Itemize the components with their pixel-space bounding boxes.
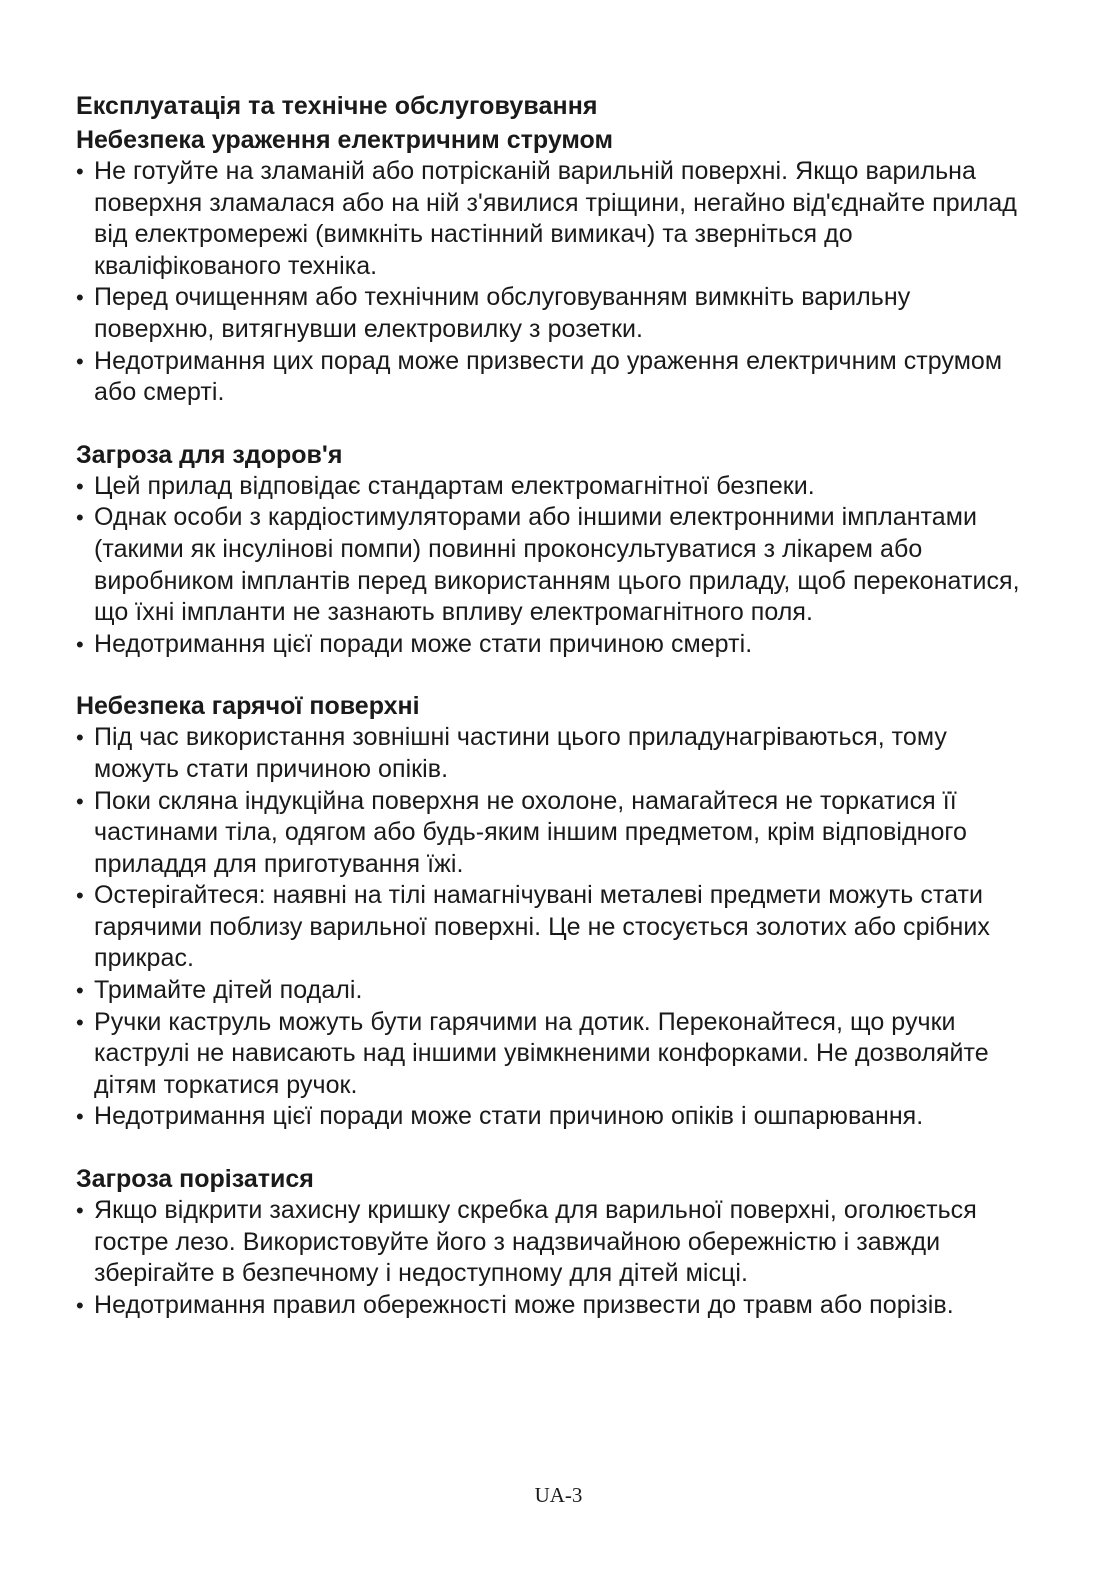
list-item bbox=[76, 282, 1036, 345]
list-item bbox=[76, 471, 1036, 503]
page-number: UA-3 bbox=[534, 1483, 583, 1507]
list-item bbox=[76, 1101, 1036, 1133]
bullet-list bbox=[76, 1195, 1036, 1321]
section-hot-surface bbox=[76, 690, 1036, 1133]
section-heading: Загроза для здоров'я bbox=[76, 440, 343, 469]
list-item-text: Ручки каструль можуть бути гарячими на дотик. Переконайтеся, що ручки каструлі не нависають над іншими увімкненими конфорками. Не дозволяйте дітям торкатися ручок. bbox=[94, 1007, 989, 1099]
list-item-text: Під час використання зовнішні частини цього приладунагріваються, тому можуть стати причиною опіків. bbox=[94, 723, 947, 783]
bullet-icon: • bbox=[76, 1198, 84, 1224]
list-item bbox=[76, 1290, 1036, 1322]
bullet-icon: • bbox=[76, 725, 84, 751]
list-item-text: Однак особи з кардіостимуляторами або іншими електронними імплантами (такими як інсулінові помпи) повинні проконсультуватися з лікарем або виробником імплантів перед використанням цього приладу, щоб переконатися, що їхні імпланти не зазнають впливу електромагнітного поля. bbox=[94, 503, 1020, 627]
bullet-list bbox=[76, 722, 1036, 1133]
bullet-icon: • bbox=[76, 285, 84, 311]
bullet-icon: • bbox=[76, 883, 84, 909]
bullet-icon: • bbox=[76, 505, 84, 531]
list-item-text: Тримайте дітей подалі. bbox=[94, 976, 363, 1005]
list-item bbox=[76, 1195, 1036, 1290]
section-electric-shock bbox=[76, 124, 1036, 409]
list-item-text: Поки скляна індукційна поверхня не охолоне, намагайтеся не торкатися її частинами тіла, одягом або будь-яким іншим предметом, крім відповідного приладдя для приготування їжі. bbox=[94, 786, 968, 878]
bullet-icon: • bbox=[76, 631, 84, 657]
list-item bbox=[76, 880, 1036, 975]
list-item-text: Недотримання цих порад може призвести до ураження електричним струмом або смерті. bbox=[94, 346, 1003, 407]
list-item bbox=[76, 502, 1036, 628]
list-item bbox=[76, 722, 1036, 785]
bullet-icon: • bbox=[76, 788, 84, 814]
list-item bbox=[76, 629, 1036, 661]
list-item bbox=[76, 975, 1036, 1007]
list-item bbox=[76, 786, 1036, 881]
list-item bbox=[76, 156, 1036, 282]
bullet-list bbox=[76, 156, 1036, 409]
section-heading: Загроза порізатися bbox=[76, 1165, 314, 1194]
document-page bbox=[76, 88, 1036, 1321]
bullet-icon: • bbox=[76, 978, 84, 1004]
bullet-list bbox=[76, 471, 1036, 661]
list-item-text: Якщо відкрити захисну кришку скребка для варильної поверхні, оголюється гостре лезо. Використовуйте його з надзвичайною обережністю і завжди зберігайте в безпечному і недоступному для дітей місці. bbox=[94, 1196, 977, 1288]
bullet-icon: • bbox=[76, 473, 84, 499]
list-item-text: Не готуйте на зламаній або потрісканій варильній поверхні. Якщо варильна поверхня зламалася або на ній з'явилися тріщини, негайно від'єднайте прилад від електромережі (вимкніть настінний вимикач) та зверніться до кваліфікованого техніка. bbox=[94, 157, 1017, 280]
bullet-icon: • bbox=[76, 348, 84, 374]
list-item-text: Перед очищенням або технічним обслуговуванням вимкніть варильну поверхню, витягнувши електровилку з розетки. bbox=[94, 283, 911, 343]
page-title: Експлуатація та технічне обслуговування bbox=[76, 92, 598, 120]
list-item bbox=[76, 1007, 1036, 1102]
list-item-text: Остерігайтеся: наявні на тілі намагнічувані металеві предмети можуть стати гарячими поблизу варильної поверхні. Це не стосується золотих або срібних прикрас. bbox=[94, 881, 990, 973]
bullet-icon: • bbox=[76, 1104, 84, 1130]
list-item-text: Недотримання цієї поради може стати причиною смерті. bbox=[94, 629, 753, 658]
section-heading: Небезпека ураження електричним струмом bbox=[76, 126, 613, 154]
section-cut-risk bbox=[76, 1163, 1036, 1321]
section-heading: Небезпека гарячої поверхні bbox=[76, 692, 420, 721]
list-item-text: Цей прилад відповідає стандартам електромагнітної безпеки. bbox=[94, 471, 815, 500]
bullet-icon: • bbox=[76, 159, 84, 184]
bullet-icon: • bbox=[76, 1292, 84, 1318]
section-health-risk bbox=[76, 439, 1036, 661]
list-item-text: Недотримання правил обережності може призвести до травм або порізів. bbox=[94, 1290, 954, 1319]
list-item-text: Недотримання цієї поради може стати причиною опіків і ошпарювання. bbox=[94, 1102, 924, 1131]
list-item bbox=[76, 346, 1036, 409]
bullet-icon: • bbox=[76, 1009, 84, 1035]
